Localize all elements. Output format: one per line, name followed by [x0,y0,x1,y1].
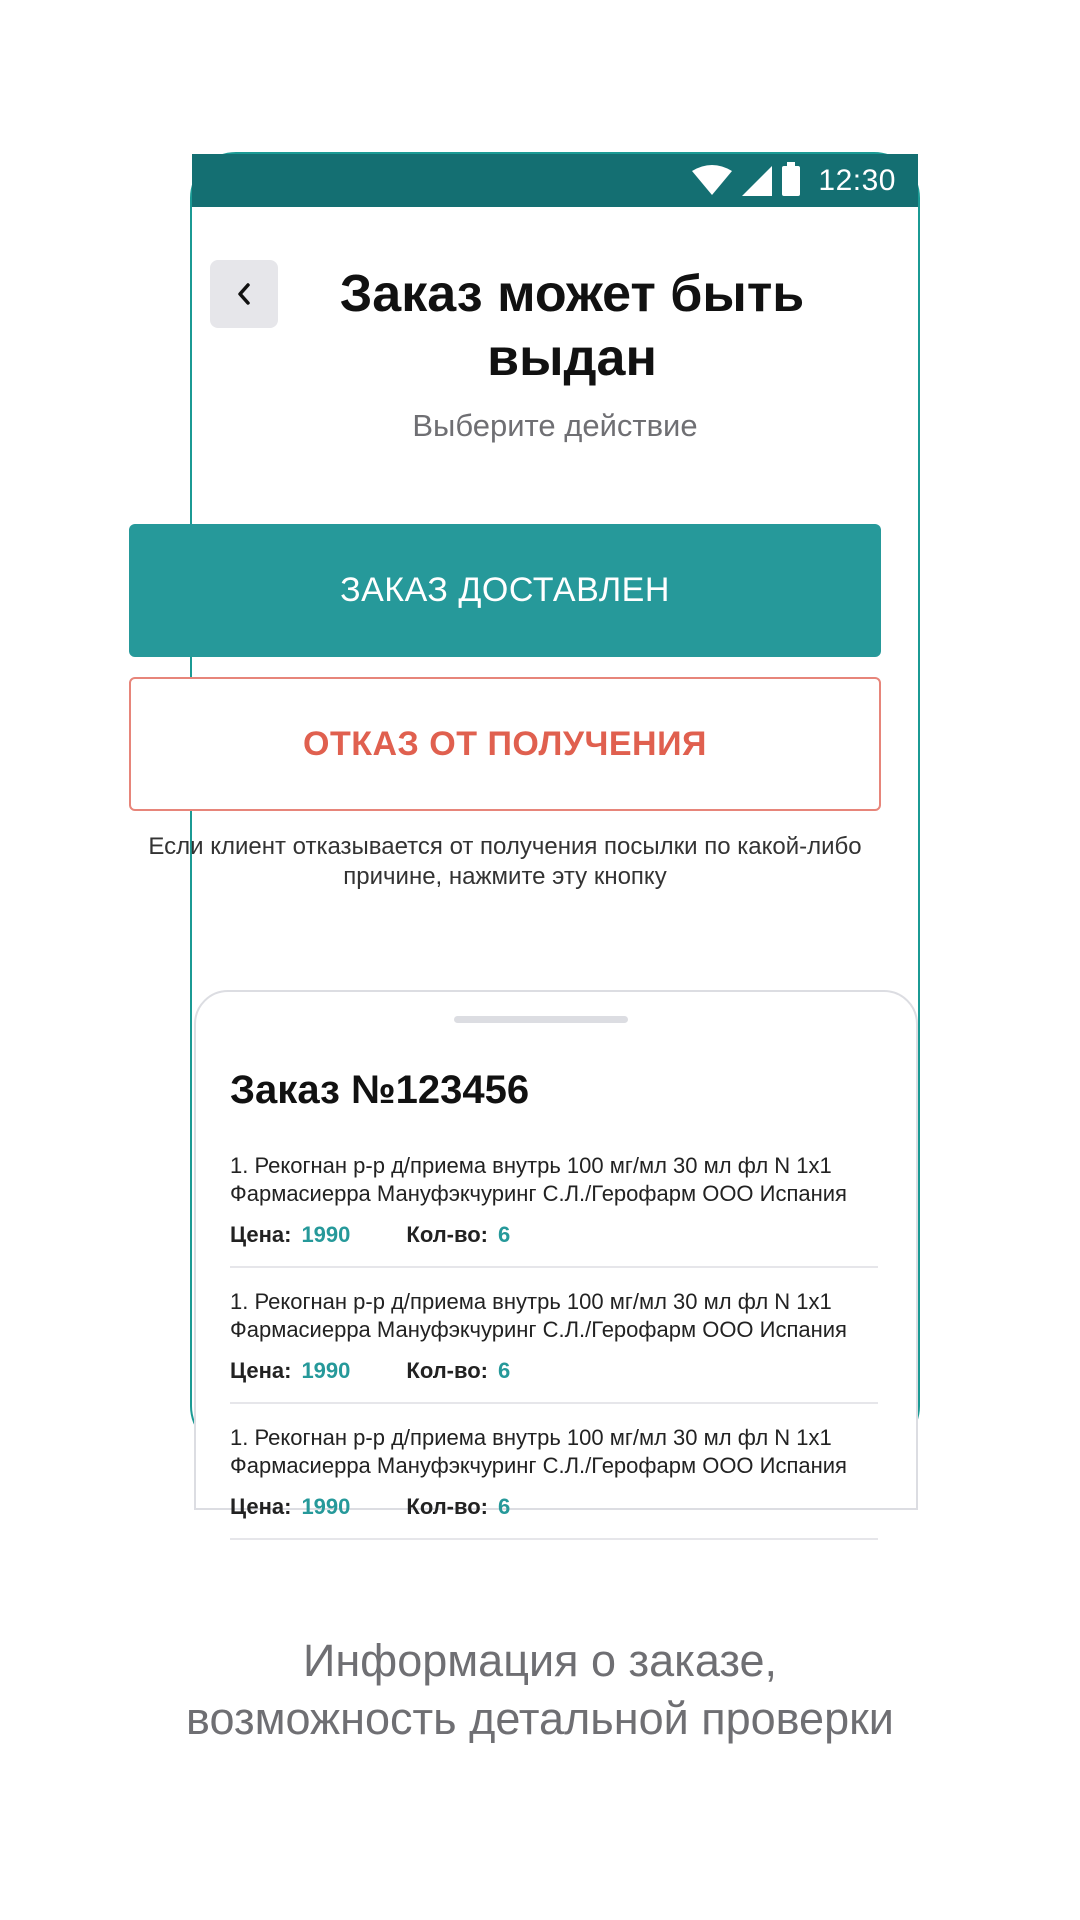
item-qty [406,1222,510,1248]
qty-label: Кол-во: [406,1222,489,1247]
status-icons [692,154,896,207]
price-label: Цена: [230,1222,292,1247]
chevron-left-icon [234,280,254,308]
price-value: 1990 [301,1494,351,1519]
item-name: 1. Рекогнан р-р д/приема внутрь 100 мг/мл 30 мл фл N 1х1 Фармасиерра Мануфэкчуринг С.Л./Герофарм ООО Испания [230,1153,847,1206]
price-value: 1990 [301,1222,351,1247]
status-time: 12:30 [818,163,896,197]
item-price [230,1222,350,1248]
price-label: Цена: [230,1494,292,1519]
list-item[interactable] [230,1288,878,1404]
signal-icon [742,166,772,196]
item-price [230,1494,350,1520]
list-item[interactable] [230,1152,878,1268]
order-delivered-button[interactable]: ЗАКАЗ ДОСТАВЛЕН [129,524,881,657]
qty-value: 6 [498,1358,511,1383]
item-qty [406,1494,510,1520]
caption-line-1: Информация о заказе, [302,1635,778,1686]
item-meta [230,1494,878,1520]
qty-value: 6 [498,1494,511,1519]
list-item[interactable] [230,1424,878,1540]
page-subtitle: Выберите действие [412,408,698,443]
order-items-list [230,1152,878,1560]
item-meta [230,1358,878,1384]
page-title: Заказ может быть выдан [339,265,805,387]
qty-value: 6 [498,1222,511,1247]
qty-label: Кол-во: [406,1358,489,1383]
refuse-hint-text: Если клиент отказывается от получения посылки по какой-либо причине, нажмите эту кнопку [148,833,862,890]
item-qty [406,1358,510,1384]
item-name: 1. Рекогнан р-р д/приема внутрь 100 мг/мл 30 мл фл N 1х1 Фармасиерра Мануфэкчуринг С.Л./Герофарм ООО Испания [230,1425,847,1478]
item-meta [230,1222,878,1248]
refuse-receipt-button[interactable]: ОТКАЗ ОТ ПОЛУЧЕНИЯ [129,677,881,811]
item-name: 1. Рекогнан р-р д/приема внутрь 100 мг/мл 30 мл фл N 1х1 Фармасиерра Мануфэкчуринг С.Л./Герофарм ООО Испания [230,1289,847,1342]
item-price [230,1358,350,1384]
sheet-drag-handle[interactable] [454,1016,628,1023]
status-bar [192,154,918,207]
battery-icon [782,166,800,196]
back-button[interactable] [210,260,278,328]
order-sheet [194,990,918,1519]
wifi-icon [692,165,732,197]
promo-caption [0,1632,1080,1748]
qty-label: Кол-во: [406,1494,489,1519]
caption-line-2: возможность детальной проверки [186,1693,894,1744]
price-label: Цена: [230,1358,292,1383]
order-title: Заказ №123456 [230,1068,530,1112]
price-value: 1990 [301,1358,351,1383]
